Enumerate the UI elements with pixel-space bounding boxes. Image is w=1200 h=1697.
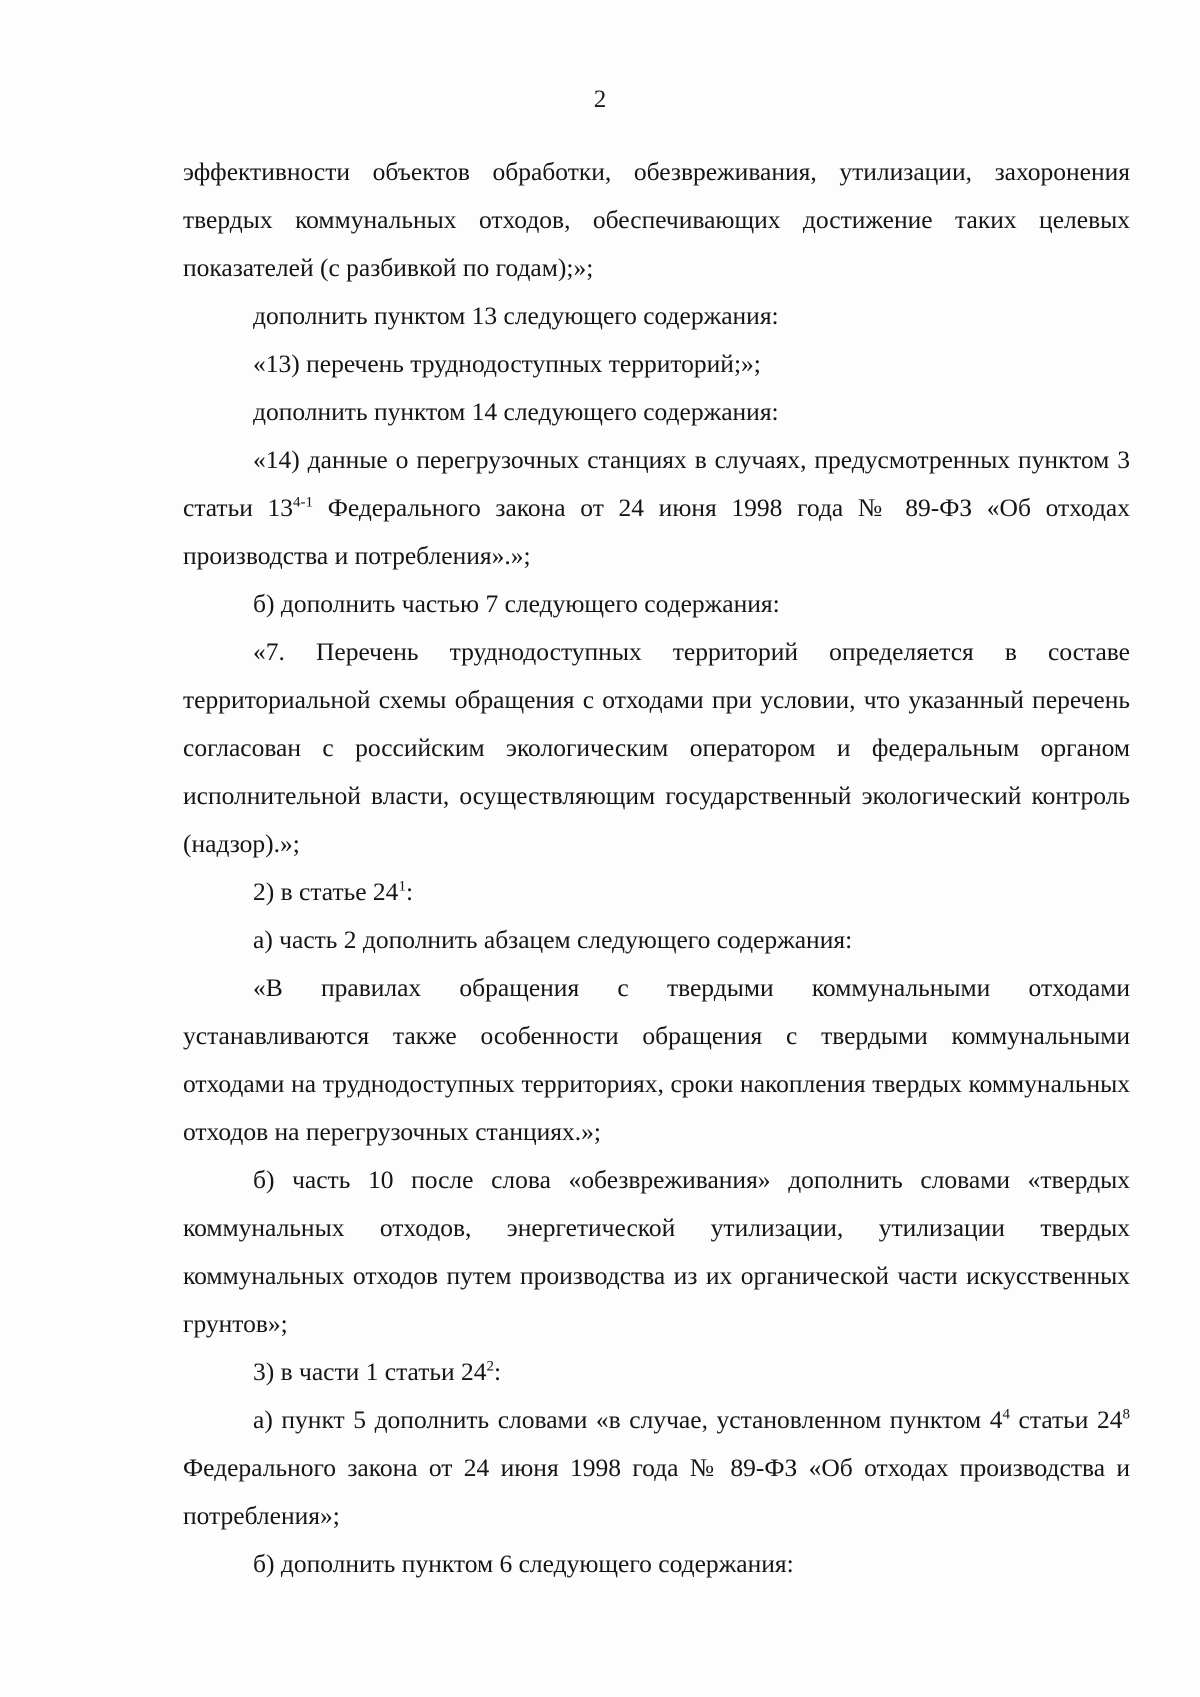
paragraph-13-superscript-1: 4 [1002, 1406, 1010, 1423]
paragraph-5-text-a: «14) данные о перегрузочных станциях в случаях, предусмотренных пунктом 3 статьи 13 [183, 445, 1130, 522]
document-body [183, 148, 1130, 1588]
paragraph-13 [183, 1396, 1130, 1540]
paragraph-4: дополнить пунктом 14 следующего содержания: [253, 397, 779, 426]
paragraph-12-text-a: 3) в части 1 статьи 24 [253, 1357, 487, 1386]
paragraph-8-superscript: 1 [398, 878, 406, 895]
paragraph-12 [183, 1348, 1130, 1396]
paragraph-9: а) часть 2 дополнить абзацем следующего содержания: [253, 925, 853, 954]
paragraph-8-text-a: 2) в статье 24 [253, 877, 399, 906]
page-number: 2 [593, 86, 607, 113]
paragraph-8-text-b: : [405, 877, 414, 906]
paragraph-13-text-a: а) пункт 5 дополнить словами «в случае, установленном пунктом 4 [253, 1405, 1003, 1434]
paragraph-3: «13) перечень труднодоступных территорий;»; [253, 349, 761, 378]
paragraph-2: дополнить пунктом 13 следующего содержания: [253, 301, 779, 330]
paragraph-13-text-c: Федерального закона от 24 июня 1998 года № 89-ФЗ «Об отходах производства и потребления»; [183, 1453, 1130, 1530]
paragraph-13-text-b: статьи 24 [1009, 1405, 1123, 1434]
paragraph-10: «В правилах обращения с твердыми коммунальными отходами устанавливаются также особенности обращения с твердыми коммунальными отходами на труднодоступных территориях, сроки накопления твердых коммунальных отходов на перегрузочных станциях.»; [183, 973, 1130, 1146]
paragraph-6: б) дополнить частью 7 следующего содержания: [253, 589, 780, 618]
paragraph-7: «7. Перечень труднодоступных территорий определяется в составе территориальной схемы обращения с отходами при условии, что указанный перечень согласован с российским экологическим оператором и федеральным органом исполнительной власти, осуществляющим государственный экологический контроль (надзор).»; [183, 637, 1130, 858]
paragraph-14: б) дополнить пунктом 6 следующего содержания: [253, 1549, 794, 1578]
paragraph-1: эффективности объектов обработки, обезвреживания, утилизации, захоронения твердых коммунальных отходов, обеспечивающих достижение таких целевых показателей (с разбивкой по годам);»; [183, 157, 1130, 282]
paragraph-5-text-b: Федерального закона от 24 июня 1998 года № 89-ФЗ «Об отходах производства и потребления».»; [183, 493, 1130, 570]
paragraph-8 [183, 868, 1130, 916]
paragraph-13-superscript-2: 8 [1122, 1406, 1130, 1423]
paragraph-5 [183, 436, 1130, 580]
paragraph-12-superscript: 2 [486, 1358, 495, 1375]
paragraph-5-superscript: 4-1 [293, 494, 314, 511]
paragraph-11: б) часть 10 после слова «обезвреживания» дополнить словами «твердых коммунальных отходов, энергетической утилизации, утилизации твердых коммунальных отходов путем производства из их органической части искусственных грунтов»; [183, 1165, 1130, 1338]
paragraph-12-text-b: : [494, 1357, 502, 1386]
